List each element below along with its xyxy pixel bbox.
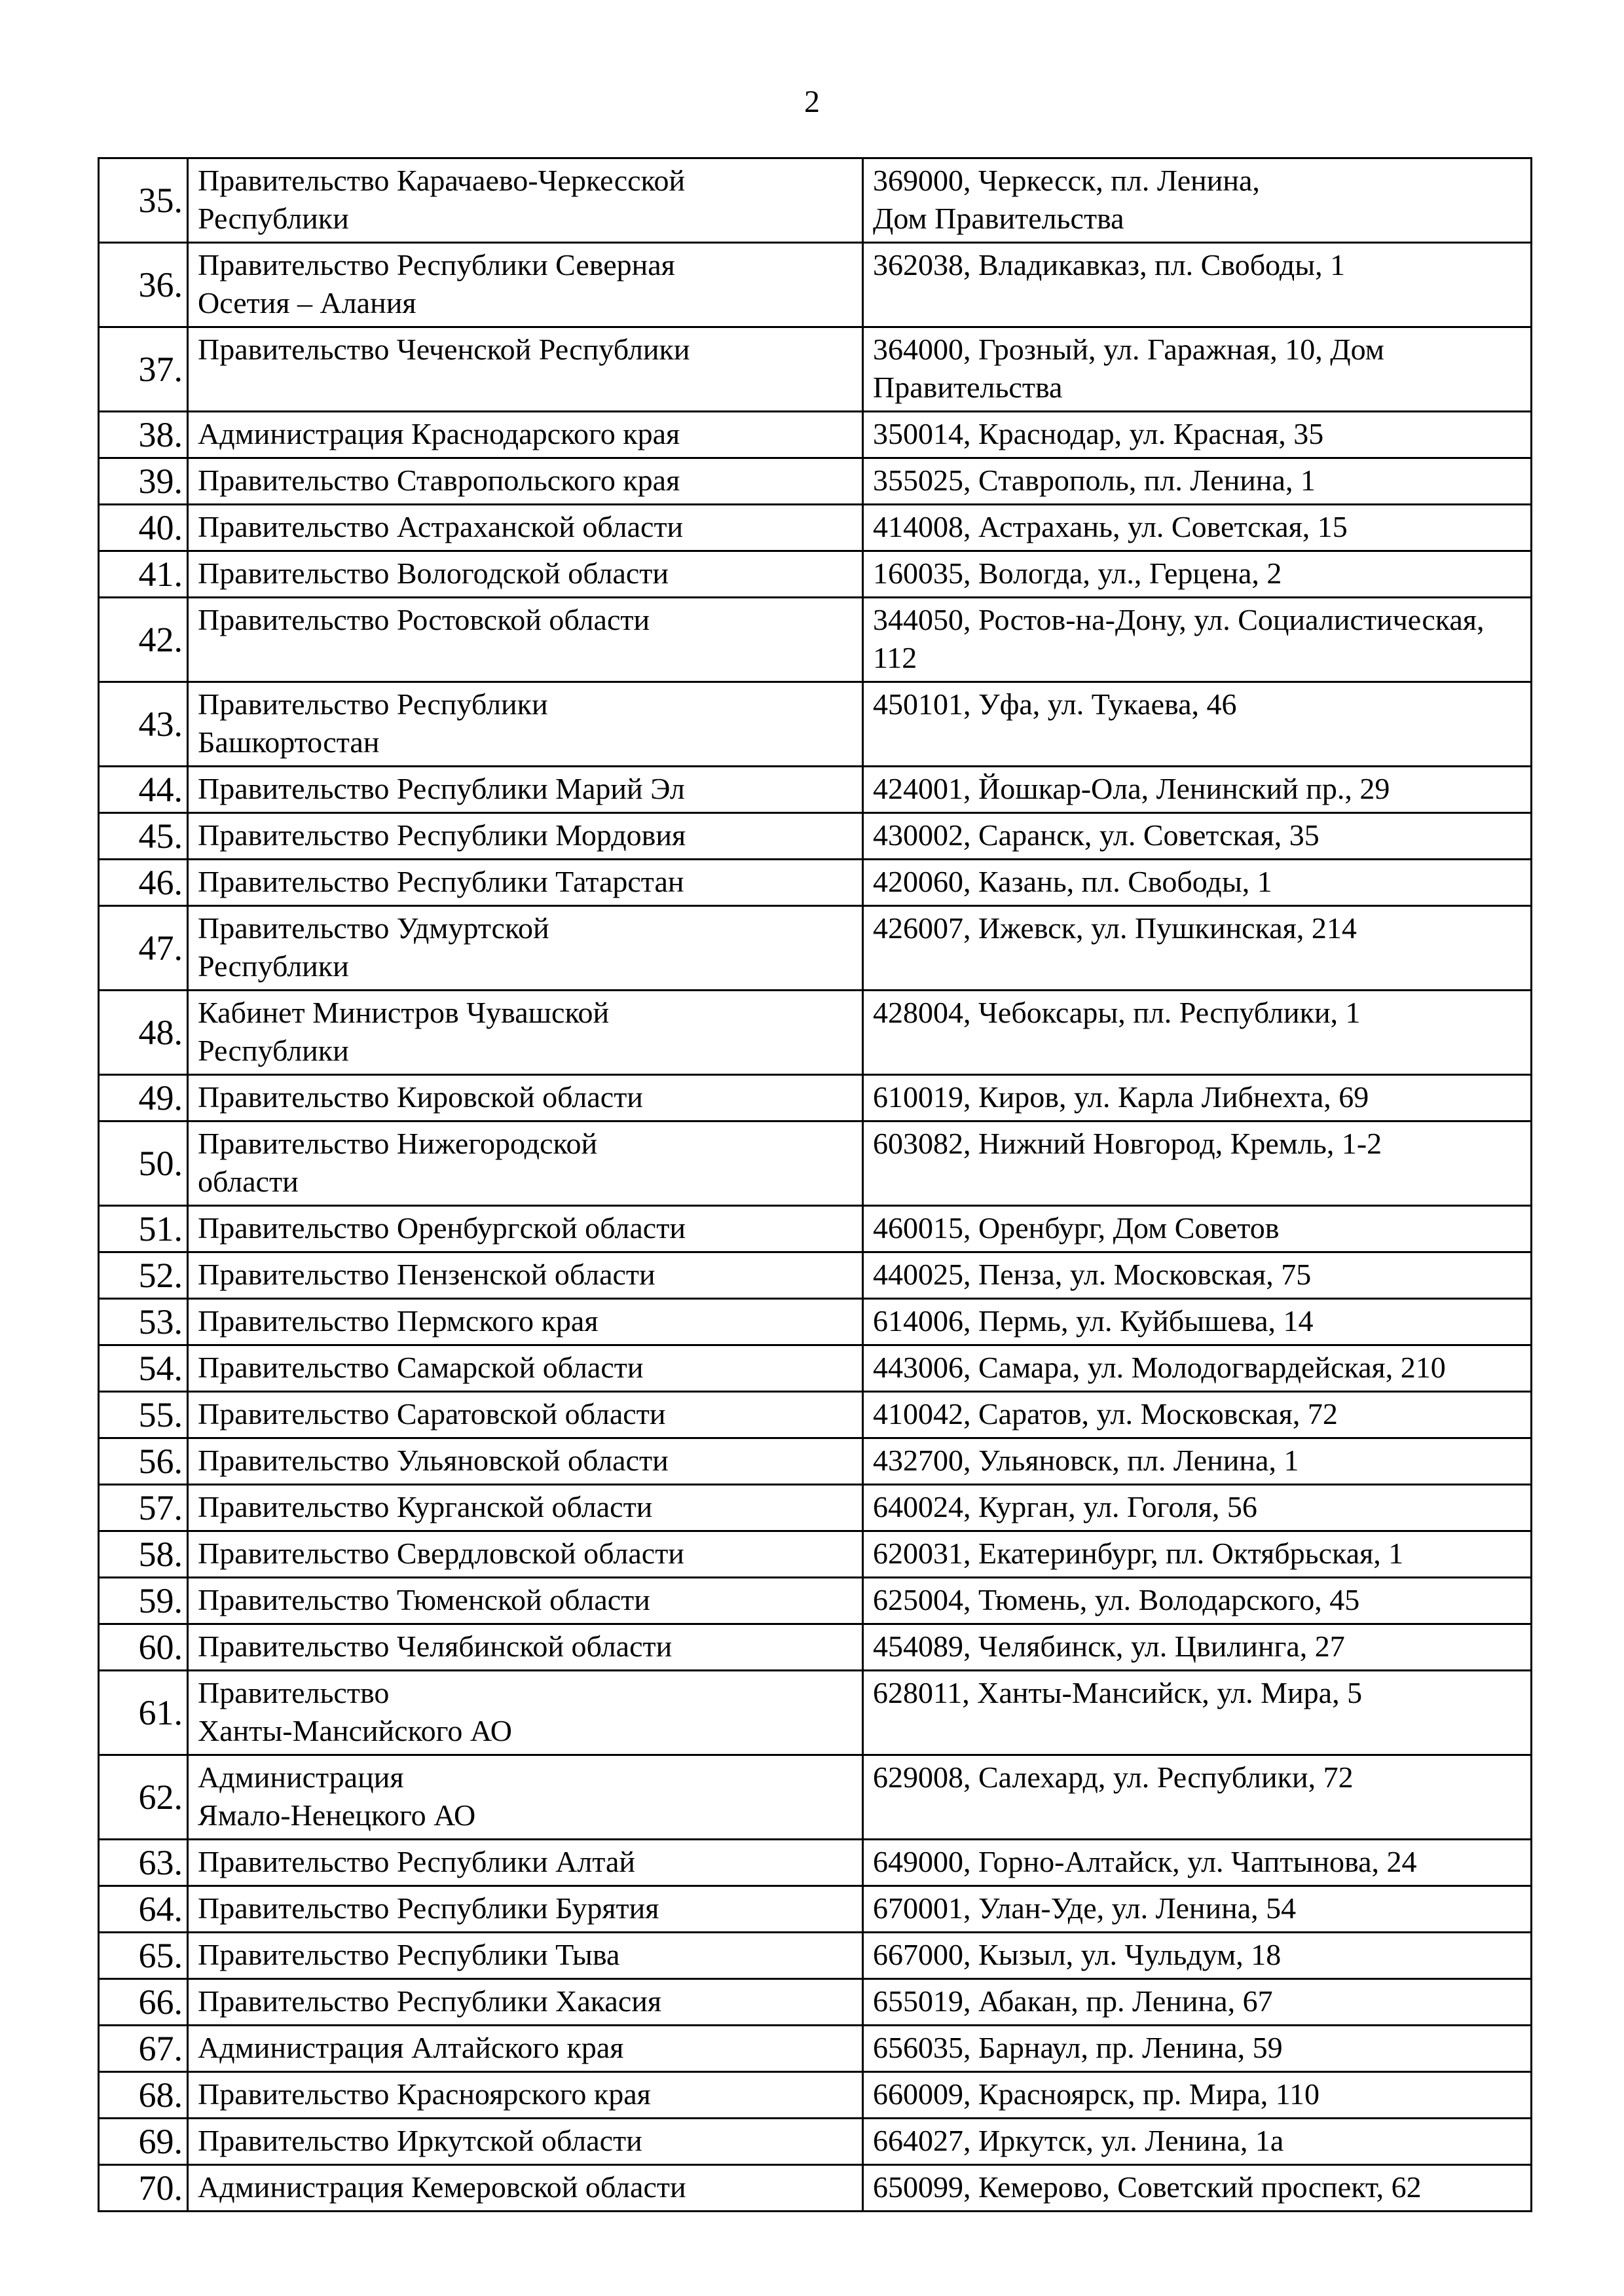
organization-cell <box>188 327 863 412</box>
row-number: 55. <box>99 1392 188 1438</box>
organization-name: Правительство Карачаево-Черкесской Республики <box>198 164 686 235</box>
table-row-16 <box>99 1121 1532 1206</box>
table-row-17 <box>99 1206 1532 1252</box>
address-text: 614006, Пермь, ул. Куйбышева, 14 <box>873 1304 1314 1338</box>
address-text: 410042, Саратов, ул. Московская, 72 <box>873 1397 1338 1430</box>
address-cell <box>863 1840 1532 1886</box>
address-text: 610019, Киров, ул. Карла Либнехта, 69 <box>873 1080 1369 1114</box>
organization-name: Правительство Самарской области <box>198 1351 644 1384</box>
address-text: 667000, Кызыл, ул. Чульдум, 18 <box>873 1938 1282 1971</box>
table-row-21 <box>99 1392 1532 1438</box>
organization-name: Правительство Республики Марий Эл <box>198 772 685 805</box>
address-cell <box>863 767 1532 813</box>
address-text: 603082, Нижний Новгород, Кремль, 1-2 <box>873 1127 1382 1160</box>
address-cell <box>863 1392 1532 1438</box>
row-number: 63. <box>99 1840 188 1886</box>
organization-cell <box>188 767 863 813</box>
address-text: 656035, Барнаул, пр. Ленина, 59 <box>873 2031 1283 2064</box>
address-text: 628011, Ханты-Мансийск, ул. Мира, 5 <box>873 1676 1363 1709</box>
organization-cell <box>188 2026 863 2072</box>
organization-name: Правительство Республики Бурятия <box>198 1891 659 1925</box>
organization-name: Правительство Кировской области <box>198 1080 643 1114</box>
row-number: 66. <box>99 1979 188 2026</box>
address-text: 460015, Оренбург, Дом Советов <box>873 1211 1280 1245</box>
address-cell <box>863 412 1532 458</box>
address-cell <box>863 1121 1532 1206</box>
address-cell <box>863 1531 1532 1578</box>
address-cell <box>863 1345 1532 1392</box>
row-number: 52. <box>99 1252 188 1299</box>
table-row-9 <box>99 682 1532 767</box>
table-row-1 <box>99 158 1532 243</box>
row-number: 67. <box>99 2026 188 2072</box>
table-row-35 <box>99 2119 1532 2165</box>
address-text: 432700, Ульяновск, пл. Ленина, 1 <box>873 1444 1299 1477</box>
table-row-7 <box>99 551 1532 598</box>
organization-cell <box>188 243 863 327</box>
address-cell <box>863 2165 1532 2212</box>
address-text: 625004, Тюмень, ул. Володарского, 45 <box>873 1583 1360 1616</box>
address-cell <box>863 1624 1532 1671</box>
organization-name: Правительство Республики Тыва <box>198 1938 620 1971</box>
address-text: 660009, Красноярск, пр. Мира, 110 <box>873 2077 1320 2111</box>
row-number: 43. <box>99 682 188 767</box>
table-row-31 <box>99 1933 1532 1979</box>
organization-name: Правительство Республики Башкортостан <box>198 687 548 759</box>
table-row-11 <box>99 813 1532 860</box>
row-number: 51. <box>99 1206 188 1252</box>
address-cell <box>863 1578 1532 1624</box>
organization-cell <box>188 906 863 991</box>
address-cell <box>863 598 1532 682</box>
organization-name: Правительство Республики Алтай <box>198 1845 635 1878</box>
row-number: 60. <box>99 1624 188 1671</box>
table-row-6 <box>99 505 1532 551</box>
organization-name: Правительство Тюменской области <box>198 1583 650 1616</box>
row-number: 47. <box>99 906 188 991</box>
row-number: 35. <box>99 158 188 243</box>
organization-cell <box>188 1299 863 1345</box>
table-row-2 <box>99 243 1532 327</box>
row-number: 57. <box>99 1485 188 1531</box>
address-text: 450101, Уфа, ул. Тукаева, 46 <box>873 687 1237 721</box>
address-cell <box>863 860 1532 906</box>
table-row-15 <box>99 1075 1532 1121</box>
address-text: 344050, Ростов-на-Дону, ул. Социалистическая, 112 <box>873 603 1485 674</box>
organization-name: Администрация Алтайского края <box>198 2031 624 2064</box>
organization-name: Администрация Краснодарского края <box>198 417 680 450</box>
organization-name: Правительство Оренбургской области <box>198 1211 686 1245</box>
table-row-5 <box>99 458 1532 505</box>
organization-name: Администрация Ямало-Ненецкого АО <box>198 1760 476 1832</box>
organization-cell <box>188 2119 863 2165</box>
organization-cell <box>188 1624 863 1671</box>
address-cell <box>863 1299 1532 1345</box>
table-row-34 <box>99 2072 1532 2119</box>
table-body <box>99 158 1532 2212</box>
row-number: 64. <box>99 1886 188 1933</box>
address-cell <box>863 1886 1532 1933</box>
row-number: 36. <box>99 243 188 327</box>
address-cell <box>863 505 1532 551</box>
address-text: 640024, Курган, ул. Гоголя, 56 <box>873 1490 1257 1523</box>
table-row-32 <box>99 1979 1532 2026</box>
table-row-13 <box>99 906 1532 991</box>
row-number: 59. <box>99 1578 188 1624</box>
address-cell <box>863 458 1532 505</box>
table-row-24 <box>99 1531 1532 1578</box>
government-address-table <box>98 157 1532 2212</box>
organization-name: Правительство Республики Татарстан <box>198 865 684 898</box>
organization-cell <box>188 1075 863 1121</box>
address-text: 664027, Иркутск, ул. Ленина, 1а <box>873 2124 1284 2157</box>
address-text: 440025, Пенза, ул. Московская, 75 <box>873 1258 1312 1291</box>
organization-name: Правительство Астраханской области <box>198 510 684 543</box>
organization-cell <box>188 1121 863 1206</box>
address-cell <box>863 1438 1532 1485</box>
row-number: 40. <box>99 505 188 551</box>
address-cell <box>863 1933 1532 1979</box>
row-number: 48. <box>99 991 188 1075</box>
address-text: 430002, Саранск, ул. Советская, 35 <box>873 818 1320 852</box>
organization-name: Правительство Нижегородской области <box>198 1127 598 1198</box>
address-cell <box>863 991 1532 1075</box>
address-text: 454089, Челябинск, ул. Цвилинга, 27 <box>873 1630 1345 1663</box>
address-text: 629008, Салехард, ул. Республики, 72 <box>873 1760 1354 1794</box>
organization-name: Правительство Вологодской области <box>198 556 669 590</box>
address-text: 655019, Абакан, пр. Ленина, 67 <box>873 1984 1273 2018</box>
organization-name: Правительство Республики Хакасия <box>198 1984 662 2018</box>
address-cell <box>863 2119 1532 2165</box>
organization-cell <box>188 551 863 598</box>
address-text: 428004, Чебоксары, пл. Республики, 1 <box>873 996 1361 1029</box>
organization-cell <box>188 1886 863 1933</box>
organization-cell <box>188 860 863 906</box>
organization-cell <box>188 2165 863 2212</box>
address-text: 649000, Горно-Алтайск, ул. Чаптынова, 24 <box>873 1845 1417 1878</box>
address-cell <box>863 1252 1532 1299</box>
address-cell <box>863 2072 1532 2119</box>
organization-cell <box>188 1671 863 1755</box>
address-cell <box>863 1671 1532 1755</box>
organization-name: Правительство Республики Северная Осетия – Алания <box>198 248 675 319</box>
address-cell <box>863 2026 1532 2072</box>
table-row-26 <box>99 1624 1532 1671</box>
row-number: 53. <box>99 1299 188 1345</box>
page-number: 2 <box>804 84 820 119</box>
address-text: 426007, Ижевск, ул. Пушкинская, 214 <box>873 911 1357 945</box>
address-text: 362038, Владикавказ, пл. Свободы, 1 <box>873 248 1346 282</box>
organization-cell <box>188 1392 863 1438</box>
organization-cell <box>188 991 863 1075</box>
organization-name: Правительство Пензенской области <box>198 1258 655 1291</box>
row-number: 56. <box>99 1438 188 1485</box>
organization-name: Правительство Ростовской области <box>198 603 650 636</box>
organization-cell <box>188 1345 863 1392</box>
organization-cell <box>188 505 863 551</box>
address-text: 650099, Кемерово, Советский проспект, 62 <box>873 2170 1422 2204</box>
table-row-20 <box>99 1345 1532 1392</box>
table-row-25 <box>99 1578 1532 1624</box>
row-number: 68. <box>99 2072 188 2119</box>
address-text: 355025, Ставрополь, пл. Ленина, 1 <box>873 464 1316 497</box>
address-text: 369000, Черкесск, пл. Ленина, Дом Правительства <box>873 164 1260 235</box>
table-row-27 <box>99 1671 1532 1755</box>
row-number: 38. <box>99 412 188 458</box>
address-cell <box>863 1755 1532 1840</box>
table-row-22 <box>99 1438 1532 1485</box>
address-cell <box>863 158 1532 243</box>
address-cell <box>863 1979 1532 2026</box>
organization-cell <box>188 1206 863 1252</box>
table-row-3 <box>99 327 1532 412</box>
table-row-33 <box>99 2026 1532 2072</box>
row-number: 65. <box>99 1933 188 1979</box>
organization-cell <box>188 1933 863 1979</box>
row-number: 54. <box>99 1345 188 1392</box>
organization-cell <box>188 412 863 458</box>
address-text: 424001, Йошкар-Ола, Ленинский пр., 29 <box>873 772 1390 805</box>
address-text: 350014, Краснодар, ул. Красная, 35 <box>873 417 1324 450</box>
row-number: 44. <box>99 767 188 813</box>
address-cell <box>863 327 1532 412</box>
address-cell <box>863 243 1532 327</box>
row-number: 41. <box>99 551 188 598</box>
table-row-23 <box>99 1485 1532 1531</box>
row-number: 69. <box>99 2119 188 2165</box>
address-cell <box>863 682 1532 767</box>
table-row-12 <box>99 860 1532 906</box>
address-text: 414008, Астрахань, ул. Советская, 15 <box>873 510 1348 543</box>
organization-name: Правительство Красноярского края <box>198 2077 651 2111</box>
organization-name: Правительство Республики Мордовия <box>198 818 686 852</box>
row-number: 61. <box>99 1671 188 1755</box>
organization-name: Правительство Ульяновской области <box>198 1444 669 1477</box>
row-number: 37. <box>99 327 188 412</box>
organization-cell <box>188 1438 863 1485</box>
organization-cell <box>188 813 863 860</box>
row-number: 39. <box>99 458 188 505</box>
row-number: 70. <box>99 2165 188 2212</box>
organization-cell <box>188 1578 863 1624</box>
table-row-29 <box>99 1840 1532 1886</box>
organization-cell <box>188 598 863 682</box>
organization-cell <box>188 1979 863 2026</box>
organization-cell <box>188 2072 863 2119</box>
organization-name: Правительство Ханты-Мансийского АО <box>198 1676 512 1747</box>
organization-name: Кабинет Министров Чувашской Республики <box>198 996 610 1067</box>
table-row-30 <box>99 1886 1532 1933</box>
organization-name: Правительство Чеченской Республики <box>198 333 690 366</box>
organization-cell <box>188 1485 863 1531</box>
organization-name: Правительство Пермского края <box>198 1304 599 1338</box>
organization-cell <box>188 1252 863 1299</box>
address-cell <box>863 1485 1532 1531</box>
organization-name: Правительство Курганской области <box>198 1490 653 1523</box>
table-row-28 <box>99 1755 1532 1840</box>
row-number: 49. <box>99 1075 188 1121</box>
row-number: 46. <box>99 860 188 906</box>
row-number: 45. <box>99 813 188 860</box>
address-text: 620031, Екатеринбург, пл. Октябрьская, 1 <box>873 1537 1404 1570</box>
row-number: 58. <box>99 1531 188 1578</box>
organization-name: Правительство Саратовской области <box>198 1397 666 1430</box>
organization-cell <box>188 458 863 505</box>
table-row-14 <box>99 991 1532 1075</box>
table-row-19 <box>99 1299 1532 1345</box>
table-row-18 <box>99 1252 1532 1299</box>
organization-cell <box>188 682 863 767</box>
table-row-4 <box>99 412 1532 458</box>
organization-name: Правительство Иркутской области <box>198 2124 642 2157</box>
organization-name: Администрация Кемеровской области <box>198 2170 686 2204</box>
organization-name: Правительство Удмуртской Республики <box>198 911 549 983</box>
row-number: 50. <box>99 1121 188 1206</box>
address-text: 670001, Улан-Уде, ул. Ленина, 54 <box>873 1891 1297 1925</box>
address-cell <box>863 906 1532 991</box>
organization-name: Правительство Свердловской области <box>198 1537 684 1570</box>
row-number: 62. <box>99 1755 188 1840</box>
organization-cell <box>188 1531 863 1578</box>
organization-cell <box>188 1840 863 1886</box>
address-cell <box>863 813 1532 860</box>
address-cell <box>863 1075 1532 1121</box>
address-text: 160035, Вологда, ул., Герцена, 2 <box>873 556 1282 590</box>
organization-cell <box>188 158 863 243</box>
address-text: 443006, Самара, ул. Молодогвардейская, 210 <box>873 1351 1446 1384</box>
organization-cell <box>188 1755 863 1840</box>
organization-name: Правительство Ставропольского края <box>198 464 680 497</box>
table-row-10 <box>99 767 1532 813</box>
address-cell <box>863 551 1532 598</box>
table-row-8 <box>99 598 1532 682</box>
organization-name: Правительство Челябинской области <box>198 1630 673 1663</box>
table-row-36 <box>99 2165 1532 2212</box>
address-cell <box>863 1206 1532 1252</box>
row-number: 42. <box>99 598 188 682</box>
address-text: 420060, Казань, пл. Свободы, 1 <box>873 865 1272 898</box>
address-text: 364000, Грозный, ул. Гаражная, 10, Дом Правительства <box>873 333 1384 404</box>
